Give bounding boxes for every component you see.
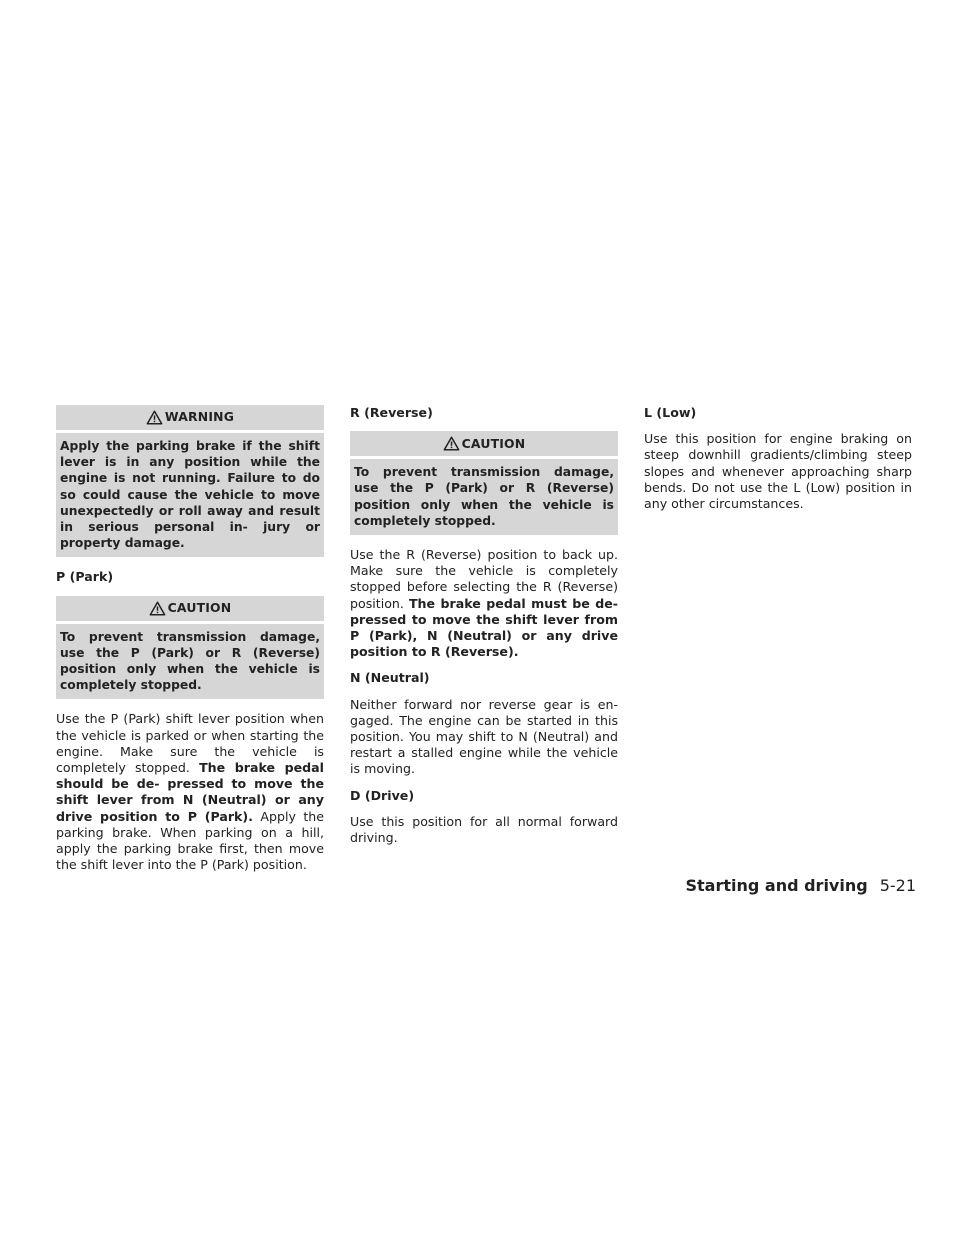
warning-triangle-icon [146,410,163,425]
caution-title: CAUTION [167,600,232,616]
caution-header [56,596,324,621]
reverse-text-bold: The brake pedal must be de- pressed to move the shift lever from P (Park), N (Neutral) or any drive position to R (Reverse). [350,595,618,660]
park-heading: P (Park) [56,569,114,585]
caution-title: CAUTION [461,435,526,451]
park-text-2: Apply the parking brake. When parking on a hill, apply the parking brake first, then move the shift lever into the P (Park) position. [56,808,324,873]
warning-box [56,405,324,557]
reverse-paragraph [350,547,618,660]
neutral-paragraph: Neither forward nor reverse gear is en- gaged. The engine can be started in this position. You may shift to N (Neutral) and restart a stalled engine while the vehicle is moving. [350,696,618,777]
neutral-heading: N (Neutral) [350,670,430,686]
caution-triangle-icon [443,436,460,451]
page-number: 5-21 [879,876,916,895]
warning-header [56,405,324,430]
drive-heading: D (Drive) [350,787,415,803]
section-title: Starting and driving [685,876,868,895]
park-text-1: Use the P (Park) shift lever position when the vehicle is parked or when starting the engine. Make sure the vehicle is completely stopped. [56,711,324,776]
caution-box-reverse [350,431,618,535]
reverse-text: Use the R (Reverse) position to back up. Make sure the vehicle is completely stopped before selecting the R (Reverse) position. [350,547,618,611]
column-right [644,405,912,522]
park-text-bold: The brake pedal should be de- pressed to move the shift lever from N (Neutral) or any drive position to P (Park). [56,760,325,824]
page-footer [685,876,916,895]
park-paragraph [56,711,324,873]
drive-paragraph: Use this position for all normal forward driving. [350,813,618,846]
warning-text: Apply the parking brake if the shift lever is in any position while the engine is not running. Failure to do so could cause the vehicle to move unexpectedly or roll away and result in serious personal in- jury or property damage. [60,439,320,551]
caution-box-park [56,596,324,700]
caution-text: To prevent transmission damage, use the P (Park) or R (Reverse) position only when the vehicle is completely stopped. [60,629,320,693]
reverse-heading: R (Reverse) [350,405,433,420]
column-middle [350,405,618,856]
warning-title: WARNING [164,409,235,425]
column-left [56,405,324,883]
low-heading: L (Low) [644,405,697,420]
caution-triangle-icon [149,601,166,616]
caution-text: To prevent transmission damage, use the P (Park) or R (Reverse) position only when the vehicle is completely stopped. [354,465,614,528]
caution-header [350,431,618,456]
low-paragraph: Use this position for engine braking on steep downhill gradients/climbing steep slopes and whenever approaching sharp bends. Do not use the L (Low) position in any other circumstances. [644,431,912,512]
